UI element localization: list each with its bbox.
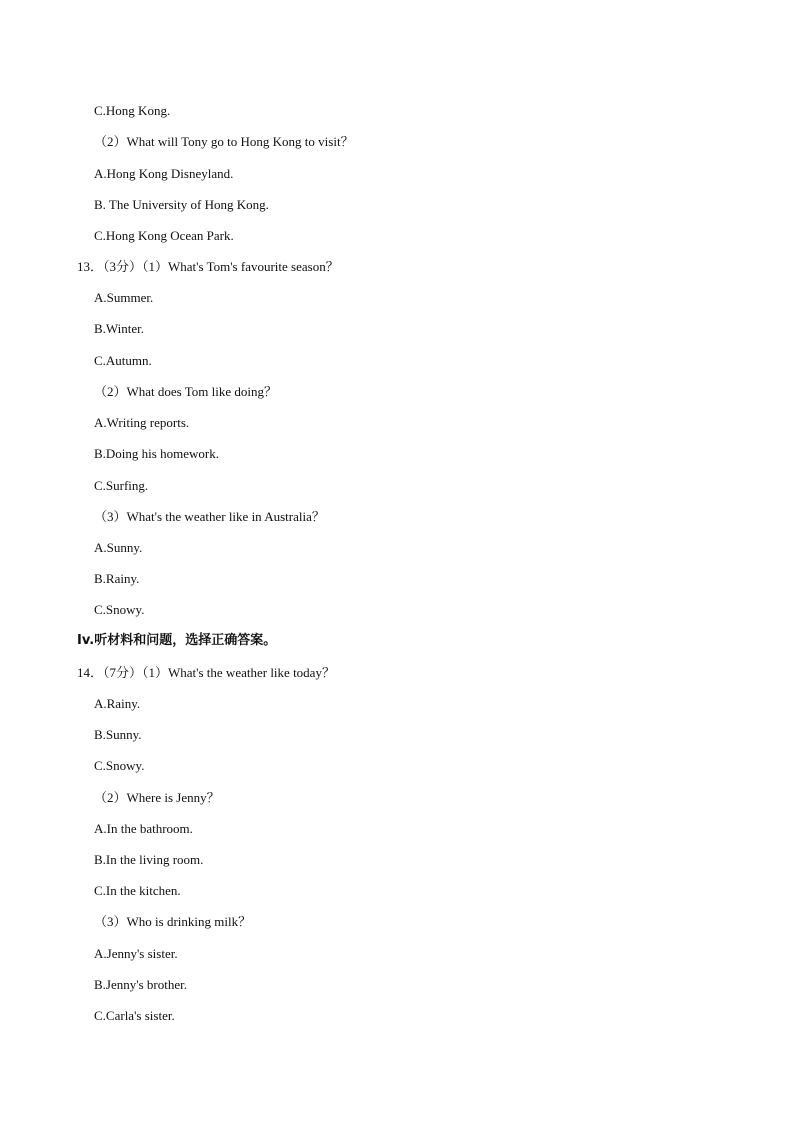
q13-sub2-option-b: B.Doing his homework.	[94, 446, 219, 461]
q12-sub2-option-c: C.Hong Kong Ocean Park.	[94, 228, 234, 243]
q13-sub2-question: （2）What does Tom like doing？	[94, 384, 277, 399]
q14-sub3-option-c: C.Carla's sister.	[94, 1008, 175, 1023]
q14-sub1-option-a: A.Rainy.	[94, 696, 141, 711]
q12-sub2-question: （2）What will Tony go to Hong Kong to visit？	[94, 134, 354, 149]
q12-sub1-option-c: C.Hong Kong.	[94, 103, 171, 118]
q13-sub3-question: （3）What's the weather like in Australia？	[94, 509, 325, 524]
q14-sub2-option-c: C.In the kitchen.	[94, 883, 181, 898]
q14-header: 14．（7分）（1）What's the weather like today？	[77, 665, 335, 680]
q13-sub2-option-a: A.Writing reports.	[94, 415, 190, 430]
q14-sub3-option-a: A.Jenny's sister.	[94, 946, 178, 961]
section-title: Iv.听材料和问题，选择正确答案。	[77, 633, 277, 648]
q14-sub2-question: （2）Where is Jenny？	[94, 790, 220, 805]
q14-sub1-option-c: C.Snowy.	[94, 758, 145, 773]
q13-sub2-option-c: C.Surfing.	[94, 478, 149, 493]
q12-sub2-option-a: A.Hong Kong Disneyland.	[94, 166, 234, 181]
q13-sub3-option-a: A.Sunny.	[94, 540, 143, 555]
q13-sub1-option-b: B.Winter.	[94, 321, 145, 336]
q13-sub3-option-c: C.Snowy.	[94, 602, 145, 617]
q14-sub2-option-b: B.In the living room.	[94, 852, 204, 867]
q14-sub2-option-a: A.In the bathroom.	[94, 821, 193, 836]
q14-sub3-option-b: B.Jenny's brother.	[94, 977, 187, 992]
q13-header: 13．（3分）（1）What's Tom's favourite season？	[77, 259, 339, 274]
q13-sub3-option-b: B.Rainy.	[94, 571, 140, 586]
q14-sub3-question: （3）Who is drinking milk？	[94, 914, 252, 929]
q13-sub1-option-c: C.Autumn.	[94, 353, 152, 368]
q13-sub1-option-a: A.Summer.	[94, 290, 154, 305]
q14-sub1-option-b: B.Sunny.	[94, 727, 142, 742]
q12-sub2-option-b: B. The University of Hong Kong.	[94, 197, 269, 212]
